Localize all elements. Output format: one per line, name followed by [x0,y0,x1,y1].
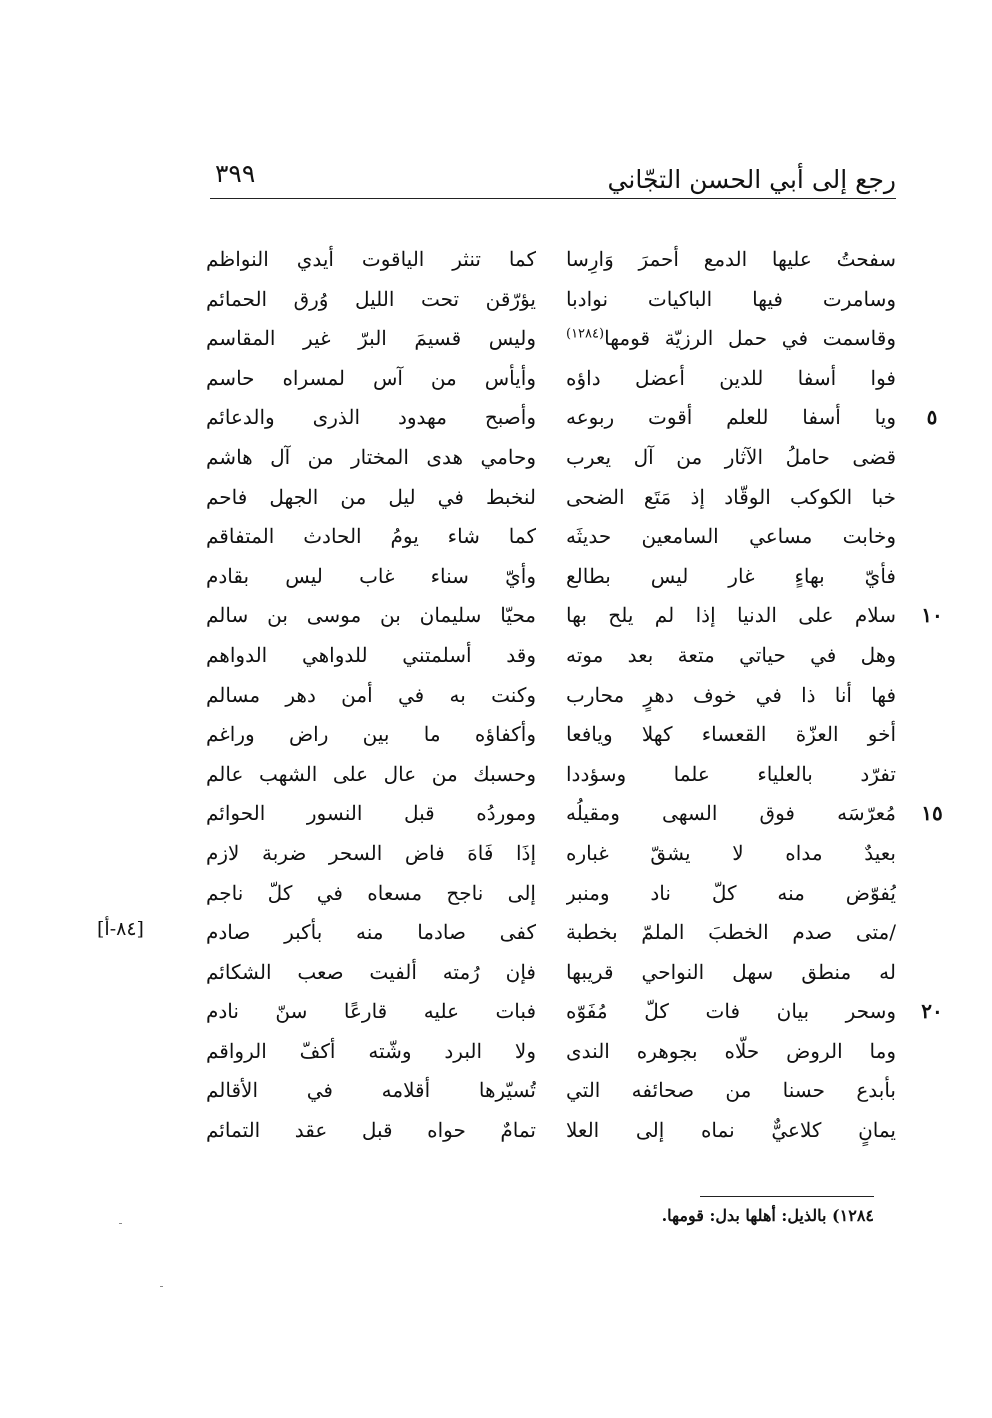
verse-first-hemistich [566,755,896,795]
verse-second-hemistich: وحامي هدى المختار من آل هاشم [206,444,536,469]
verse-first-hemistich [566,676,896,716]
verse-first-hemistich [566,319,896,359]
verse-second-hemistich: وليس قسيمَ البرّ غير المقاسم [206,326,536,351]
verse-first-hemistich [566,359,896,399]
verse-line [206,280,896,320]
hemistich-text: وقاسمت في حمل الرزيّة قومها [604,326,896,351]
verse-line [206,913,896,953]
verse-first-hemistich [566,1071,896,1111]
hemistich-text: أخو العزّة القعساء كهلا ويافعا [566,722,896,747]
hemistich-text: يُفوّض منه كلّ ناد ومنبر [566,880,896,905]
verse-second-hemistich: وكنت به في أمن دهر مسالم [206,682,536,707]
verse-line [206,755,896,795]
verse-second-hemistich: وأيّ سناء غاب ليس بقادم [206,563,536,588]
hemistich-text: له منطق سهل النواحي قريبها [566,959,896,984]
verse-first-hemistich [566,280,896,320]
header-divider [210,198,896,199]
verse-first-hemistich [566,636,896,676]
footnote-marker: (١٢٨٤) [566,326,605,342]
hemistich-text: وهل في حياتي متعة بعد موته [566,642,896,667]
hemistich-text: سلام على الدنيا إذا لم يلح بها [566,603,896,628]
verse-second-hemistich: يؤرّقن تحت الليل وُرق الحمائم [206,286,536,311]
verse-first-hemistich [566,715,896,755]
verse-first-hemistich [566,557,896,597]
hemistich-text: /متى صدم الخطبَ الملمّ بخطبة [566,920,896,945]
verse-first-hemistich [566,953,896,993]
verse-line [206,596,943,636]
footnote-divider [700,1196,874,1197]
running-header-title: رجع إلى أبي الحسن التجّاني [607,165,896,194]
verse-first-hemistich [566,1111,896,1151]
verse-line [206,398,938,438]
hemistich-text: فها أنا ذا في خوف دهرٍ محارب [566,682,896,707]
hemistich-text: قضى حاملُ الآثار من آل يعرب [566,444,896,469]
verse-second-hemistich: كما شاء يومُ الحادث المتفاقم [206,524,536,549]
verse-first-hemistich [566,596,896,636]
verse-first-hemistich [566,438,896,478]
hemistich-text: سفحتُ عليها الدمع أحمرَ وَارِسا [566,247,896,271]
scan-speck [119,1223,122,1224]
hemistich-text: بأبدع حسنا من صحائفه التي [566,1078,896,1103]
verse-second-hemistich: لنخبط في ليل من الجهل فاحم [206,484,536,509]
hemistich-text: وسامرت فيها الباكيات نوادبا [566,286,896,311]
verse-first-hemistich [566,913,896,953]
hemistich-text: يمانٍ كلاعيٌّ نماه إلى العلا [566,1118,896,1143]
verse-line [206,240,896,280]
verse-first-hemistich [566,398,896,438]
hemistich-text: بعيدٌ مداه لا يشقّ غباره [566,840,896,865]
verse-line [206,319,896,359]
verse-second-hemistich: وأصبح مهدود الذرى والدعائم [206,405,536,430]
footnote: ١٢٨٤) بالذيل: أهلها بدل: قومها. [661,1206,874,1225]
verse-second-hemistich: كفى صادما منه بأكبر صادم [206,920,536,945]
verse-line [206,992,943,1032]
verse-second-hemistich: فبات عليه قارعًا سنّ نادم [206,999,536,1024]
verse-line [206,517,896,557]
verse-first-hemistich [566,874,896,914]
verse-second-hemistich: تُسيّرها أقلامه في الأقالم [206,1078,536,1103]
hemistich-text: فأيّ بهاءٍ غار ليس بطالع [566,563,896,588]
verse-line [206,834,896,874]
verse-second-hemistich: وموردُه قبل النسور الحوائم [206,801,536,826]
verse-first-hemistich [566,992,896,1032]
verse-second-hemistich: تمامٌ حواه قبل عقد التمائم [206,1118,536,1143]
verse-second-hemistich: وحسبك من عال على الشهب عالم [206,761,536,786]
verse-line [206,794,943,834]
verse-number: ٥ [926,405,938,430]
hemistich-text: وخابت مساعي السامعين حديثَه [566,524,896,549]
verse-second-hemistich: وأيأس من آس لمسراه حاسم [206,365,536,390]
verse-line [206,478,896,518]
verse-number: ٢٠ [921,999,943,1024]
verse-number: ١٠ [921,603,943,628]
verse-first-hemistich [566,1032,896,1072]
verse-line [206,636,896,676]
hemistich-text: مُعرّسَه فوق السهى ومقيلُه [566,801,896,826]
hemistich-text: وسحر بيان فات كلّ مُفَوّه [566,999,896,1024]
hemistich-text: تفرّد بالعلياء علما وسؤددا [566,761,896,786]
verse-second-hemistich: ولا البرد وشّته أكفّ الرواقم [206,1038,536,1063]
verse-second-hemistich: محيّا سليمان بن موسى بن سالم [206,603,536,628]
verse-second-hemistich: وقد أسلمتني للدواهي الدواهم [206,642,536,667]
verse-second-hemistich: إذَا فَاهَ فاض السحر ضربة لازم [206,840,536,865]
hemistich-text: خبا الكوكب الوقّاد إذ مَتَع الضحى [566,484,896,509]
verse-first-hemistich [566,478,896,518]
verse-second-hemistich: إلى ناجح مسعاه في كلّ ناجم [206,880,536,905]
verse-number: ١٥ [921,801,943,826]
verse-first-hemistich [566,794,896,834]
page-number: ٣٩٩ [215,159,256,188]
verse-line [206,438,896,478]
verse-second-hemistich: كما تنثر الياقوت أيدي النواظم [206,247,536,271]
verse-line [206,874,896,914]
verse-first-hemistich [566,834,896,874]
hemistich-text: وما الروض حلّاه بجوهره الندى [566,1038,896,1063]
hemistich-text: ويا أسفا للعلم أقوت ربوعه [566,405,896,430]
verse-line [206,1032,896,1072]
scan-speck [160,1286,163,1287]
verse-second-hemistich: وأكفاؤه ما بين راض وراغم [206,722,536,747]
manuscript-folio-reference: [٨٤-أ] [97,918,144,940]
poem-verses [206,240,943,1151]
verse-line [206,1071,896,1111]
verse-first-hemistich [566,517,896,557]
verse-line [206,953,896,993]
hemistich-text: فوا أسفا للدين أعضل داؤه [566,365,896,390]
verse-line [206,1111,896,1151]
verse-line [206,359,896,399]
verse-second-hemistich: فإن رُمته ألفيت صعب الشكائم [206,959,536,984]
verse-line [206,715,896,755]
verse-first-hemistich [566,240,896,280]
verse-line [206,557,896,597]
verse-line [206,676,896,716]
